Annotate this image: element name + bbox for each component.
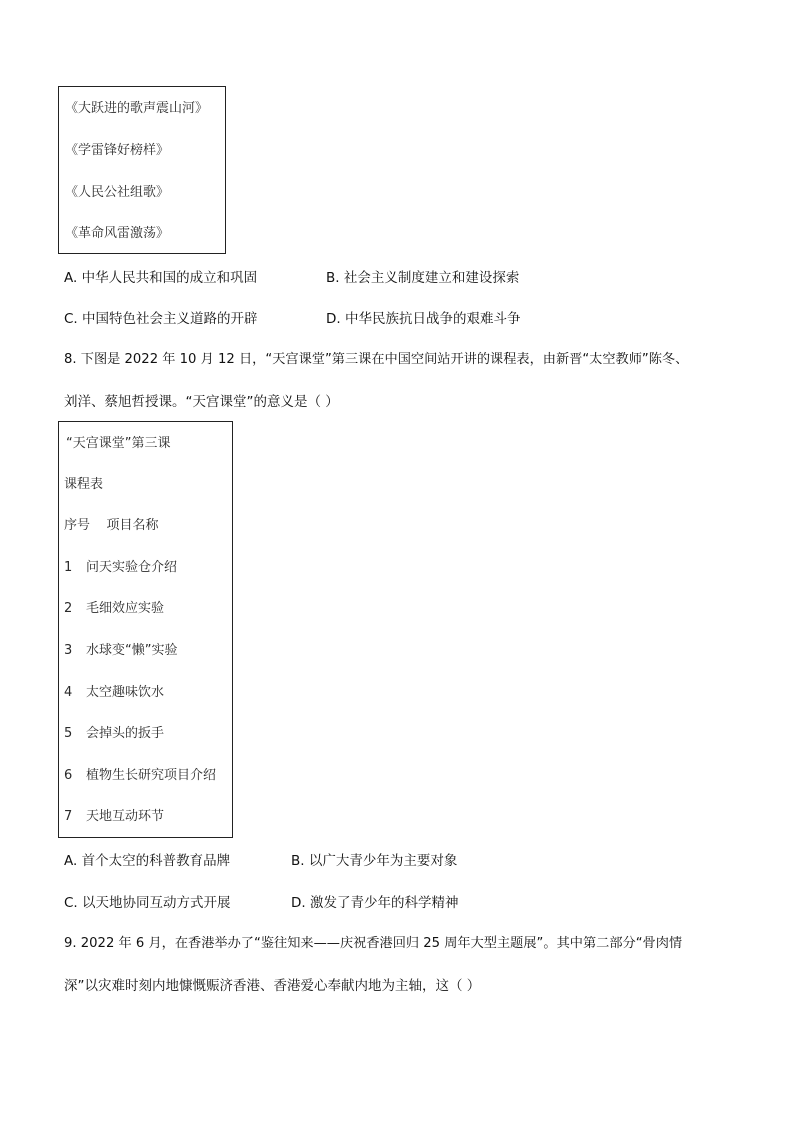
course-table-subtitle: 课程表 <box>64 477 104 492</box>
q7-option-b[interactable]: B. 社会主义制度建立和建设探索 <box>326 270 520 286</box>
song-list-item-2: 《学雷锋好榜样》 <box>65 143 170 158</box>
course-item-name: 问天实验仓介绍 <box>86 560 178 575</box>
q8-stem-line-2: 刘洋、蔡旭哲授课。“天宫课堂”的意义是（ ） <box>64 394 339 410</box>
q8-option-d[interactable]: D. 激发了青少年的科学精神 <box>291 895 459 911</box>
course-table-title: “天宫课堂”第三课 <box>66 436 171 451</box>
q7-option-a[interactable]: A. 中华人民共和国的成立和巩固 <box>64 270 258 286</box>
song-list-item-4: 《革命风雷激荡》 <box>65 226 170 241</box>
course-item-5 <box>64 726 164 742</box>
course-item-number: 2 <box>64 601 73 616</box>
course-item-number: 4 <box>64 685 73 700</box>
course-item-name: 水球变“懒”实验 <box>86 643 178 658</box>
course-item-number: 7 <box>64 809 73 824</box>
course-item-name: 会掉头的扳手 <box>86 726 165 741</box>
song-list-item-1: 《大跃进的歌声震山河》 <box>65 101 209 116</box>
q8-option-a[interactable]: A. 首个太空的科普教育品牌 <box>64 853 231 869</box>
course-table-header: 序号 项目名称 <box>64 518 159 533</box>
q8-stem-line-1: 8. 下图是 2022 年 10 月 12 日，“天宫课堂”第三课在中国空间站开讲的课程表，由新晋“太空教师”陈冬、 <box>64 352 689 367</box>
course-item-2 <box>64 601 164 617</box>
course-item-number: 6 <box>64 768 73 783</box>
q9-stem-line-1: 9. 2022 年 6 月，在香港举办了“鉴往知来——庆祝香港回归 25 周年大型主题展”。其中第二部分“骨肉情 <box>64 936 683 951</box>
song-list-item-3: 《人民公社组歌》 <box>65 185 170 200</box>
q7-option-d[interactable]: D. 中华民族抗日战争的艰难斗争 <box>326 311 521 327</box>
course-item-name: 毛细效应实验 <box>86 601 165 616</box>
course-item-1 <box>64 560 177 576</box>
q9-stem-line-2: 深”以灾难时刻内地慷慨赈济香港、香港爱心奉献内地为主轴，这（ ） <box>64 978 481 994</box>
course-item-number: 3 <box>64 643 73 658</box>
course-item-3 <box>64 643 177 659</box>
course-item-name: 天地互动环节 <box>86 809 165 824</box>
course-item-4 <box>64 685 164 701</box>
q8-option-b[interactable]: B. 以广大青少年为主要对象 <box>291 853 458 869</box>
course-item-7 <box>64 809 164 825</box>
course-item-name: 植物生长研究项目介绍 <box>86 768 217 783</box>
course-item-number: 5 <box>64 726 73 741</box>
course-item-6 <box>64 768 216 784</box>
q8-option-c[interactable]: C. 以天地协同互动方式开展 <box>64 895 231 911</box>
course-item-number: 1 <box>64 560 73 575</box>
course-item-name: 太空趣味饮水 <box>86 685 165 700</box>
q7-option-c[interactable]: C. 中国特色社会主义道路的开辟 <box>64 311 258 327</box>
